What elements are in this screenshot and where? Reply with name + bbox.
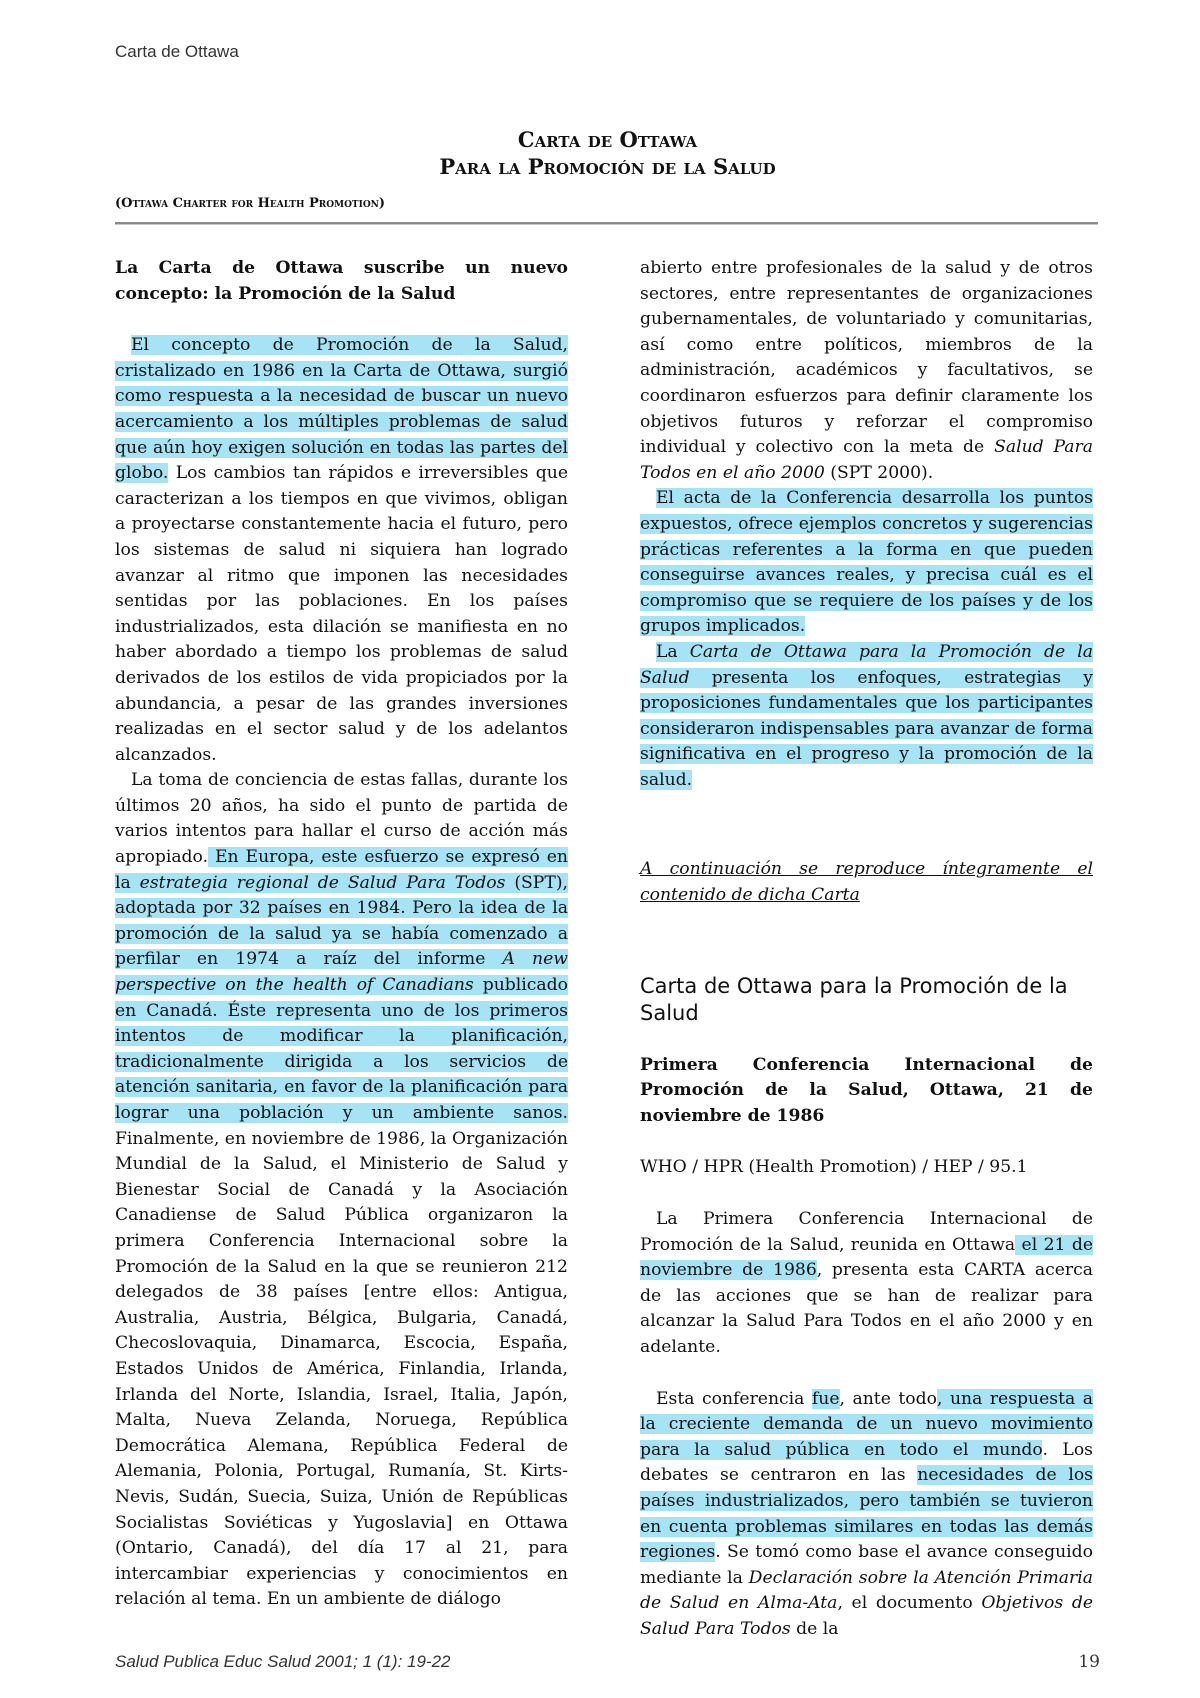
- right-paragraph-4: [640, 1207, 1093, 1361]
- paragraph-text: de la: [790, 1618, 839, 1639]
- highlighted-text: necesidades de los países industrializados, pero también se tuvieron en cuenta problemas similares en todas las demás regiones: [640, 1465, 1093, 1563]
- running-head: Carta de Ottawa: [115, 42, 239, 61]
- paragraph-text: abierto entre profesionales de la salud y de otros sectores, entre representantes de organizaciones gubernamentales, de voluntariado y comunitarias, así como entre políticos, miembros de la administración, académicos y facultativos, se coordinaron esfuerzos para definir claramente los objetivos futuros y reforzar el compromiso individual y colectivo con la meta de: [640, 258, 1093, 458]
- paragraph-text: Finalmente, en noviembre de 1986, la Organización Mundial de la Salud, el Ministerio de Salud y Bienestar Social de Canadá y la Asociación Canadiense de Salud Pública organizaron la primera Conferencia Internacional sobre la Promoción de la Salud en la que se reunieron 212 delegados de 38 países [entre ellos: Antigua, Australia, Austria, Bélgica, Bulgaria, Canadá, Checoslovaquia, Dinamarca, Escocia, España, Estados Unidos de América, Finlandia, Irlanda, Irlanda del Norte, Islandia, Israel, Italia, Japón, Malta, Nueva Zelanda, Noruega, República Democrática Alemana, República Federal de Alemania, Polonia, Portugal, Rumanía, St. Kirts-Nevis, Sudán, Suecia, Suiza, Unión de Repúblicas Socialistas Soviéticas y Yugoslavia] en Ottawa (Ontario, Canadá), del día 17 al 21, para intercambiar experiencias y conocimientos en relación al tema. En un ambiente de diálogo: [115, 1128, 568, 1610]
- title-line-1: Carta de Ottawa: [517, 127, 698, 152]
- highlighted-text: El acta de la Conferencia desarrolla los puntos expuestos, ofrece ejemplos concretos y sugerencias prácticas referentes a la forma en que pueden conseguirse avances reales, y precisa cuál es el compromiso que se requiere de los países y de los grupos implicados.: [640, 488, 1093, 637]
- paragraph-text: La toma de conciencia de estas fallas, durante los últimos 20 años, ha sido el punto de partida de varios intentos para hallar el curso de acción más apropiado.: [115, 770, 568, 868]
- paragraph-text: Los cambios tan rápidos e irreversibles que caracterizan a los tiempos en que vivimos, obligan a proyectarse constantemente hacia el futuro, pero los sistemas de salud ni siquiera han logrado avanzar al ritmo que imponen las necesidades sentidas por las poblaciones. En los países industrializados, esta dilación se manifiesta en no haber abordado a tiempo los problemas de salud derivados de los estilos de vida propiciados por la abundancia, a pesar de las grandes inversiones realizadas en el sector salud y de los adelantos alcanzados.: [115, 463, 568, 765]
- paragraph-text: La Primera Conferencia Internacional de Promoción de la Salud, reunida en Ottawa: [640, 1209, 1093, 1255]
- right-column: [640, 256, 1094, 1639]
- paragraph-text: , presenta esta CARTA acerca de las acciones que se han de realizar para alcanzar la Salud Para Todos en el año 2000 y en adelante.: [640, 1260, 1094, 1357]
- emphasis-text: Declaración sobre la Atención Primaria de Salud en Alma-Ata: [640, 1567, 1093, 1614]
- reproduction-note: A continuación se reproduce íntegramente el contenido de dicha Carta: [640, 859, 1093, 906]
- journal-citation: Salud Publica Educ Salud 2001; 1 (1): 19-22: [115, 1652, 451, 1671]
- right-paragraph-3: [640, 640, 1093, 794]
- emphasis-text: Salud Para Todos en el año 2000: [640, 437, 1094, 483]
- section-title: Carta de Ottawa para la Promoción de la Salud: [640, 973, 1068, 1025]
- right-paragraph-1: [640, 256, 1093, 486]
- title-divider: [115, 222, 1098, 225]
- emphasis-text: estrategia regional de Salud Para Todos: [139, 872, 506, 893]
- highlighted-text: [640, 642, 1093, 790]
- highlighted-text-part: presenta los enfoques, estrategias y proposiciones fundamentales que los participantes consideraron indispensables para avanzar de forma significativa en el progreso y la promoción de la salud.: [640, 667, 1093, 790]
- highlighted-text-part: La: [656, 641, 690, 662]
- page-number: 19: [1078, 1652, 1100, 1672]
- right-paragraph-2: [640, 486, 1093, 640]
- document-code: WHO / HPR (Health Promotion) / HEP / 95.1: [640, 1157, 1028, 1178]
- highlighted-text-part: (SPT), adoptada por 32 países en 1984. Pero la idea de la promoción de la salud ya se había comenzado a perfilar en 1974 a raíz del informe: [115, 872, 568, 970]
- paragraph-text: Esta conferencia: [656, 1388, 812, 1409]
- highlighted-text: , una respuesta a la creciente demanda de un nuevo movimiento para la salud pública en todo el mundo: [640, 1388, 1093, 1460]
- left-heading: La Carta de Ottawa suscribe un nuevo concepto: la Promoción de la Salud: [115, 258, 568, 304]
- left-column: [115, 256, 568, 1628]
- paragraph-text: (SPT 2000).: [824, 462, 934, 483]
- emphasis-text: Carta de Ottawa para la Promoción de la Salud: [640, 641, 1093, 688]
- title-line-2: Para la Promoción de la Salud: [439, 154, 776, 179]
- emphasis-text: A new perspective on the health of Canadians: [115, 949, 568, 996]
- emphasis-text: Objetivos de Salud Para Todos: [640, 1593, 1093, 1639]
- highlighted-text-part: publicado en Canadá. Éste representa uno de los primeros intentos de modificar la planificación, tradicionalmente dirigida a los servicios de atención sanitaria, en favor de la planificación para lograr una población y un ambiente sanos.: [115, 975, 568, 1123]
- highlighted-text: el 21 de noviembre de 1986: [640, 1234, 1093, 1281]
- highlighted-text: [115, 847, 568, 1123]
- highlighted-text: fue: [811, 1388, 840, 1409]
- article-subtitle: (Ottawa Charter for Health Promotion): [115, 196, 386, 211]
- paragraph-text: , ante todo: [839, 1388, 937, 1409]
- article-title: [115, 126, 1100, 180]
- highlighted-text: El concepto de Promoción de la Salud, cristalizado en 1986 en la Carta de Ottawa, surgió como respuesta a la necesidad de buscar un nuevo acercamiento a los múltiples problemas de salud que aún hoy exigen solución en todas las partes del globo.: [115, 335, 568, 484]
- conference-heading: Primera Conferencia Internacional de Promoción de la Salud, Ottawa, 21 de noviembre de 1986: [640, 1054, 1093, 1126]
- right-paragraph-5: [640, 1387, 1093, 1643]
- paragraph-text: . Se tomó como base el avance conseguido mediante la: [640, 1542, 1093, 1588]
- highlighted-text-part: En Europa, este esfuerzo se expresó en la: [115, 847, 568, 893]
- left-paragraph-1: [115, 333, 568, 768]
- left-paragraph-2: [115, 768, 568, 1613]
- paragraph-text: , el documento: [837, 1593, 982, 1614]
- paragraph-text: . Los debates se centraron en las: [640, 1439, 1094, 1486]
